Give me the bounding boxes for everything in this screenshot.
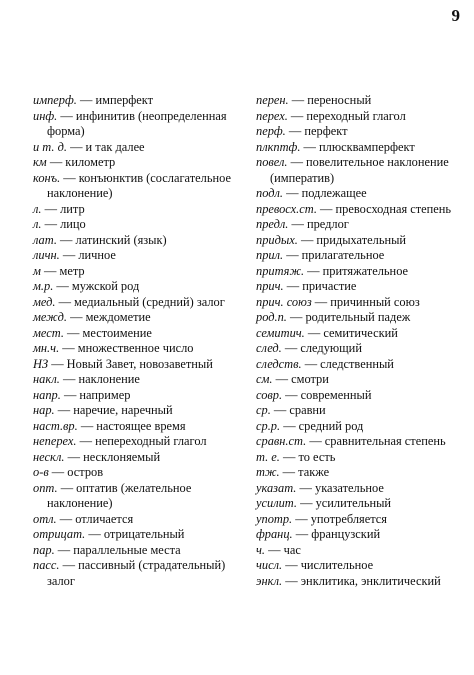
abbreviation-entry — [256, 202, 468, 218]
abbreviation-definition: — пассивный (страдательный) залог — [47, 558, 226, 588]
abbreviation-term: придых. — [256, 232, 298, 247]
abbreviation-entry — [256, 481, 468, 497]
abbreviation-entry — [33, 372, 243, 388]
abbreviation-definition: — семитический — [304, 325, 398, 340]
abbreviation-term: плкптф. — [256, 139, 301, 154]
page-number: 9 — [451, 6, 460, 25]
abbreviation-term: о-в — [33, 465, 49, 479]
abbreviation-term: м — [33, 263, 41, 278]
abbreviation-term: и т. д. — [33, 139, 67, 154]
abbreviation-entry — [33, 527, 243, 543]
abbreviation-definition: — настоящее время — [77, 418, 186, 433]
abbreviation-term: подл. — [256, 186, 283, 200]
abbreviation-entry — [33, 341, 243, 357]
abbreviation-entry — [33, 248, 243, 264]
abbreviation-entry — [256, 450, 468, 466]
abbreviation-definition: — например — [60, 387, 131, 402]
abbreviation-entry — [33, 450, 243, 466]
abbreviation-term: т. е. — [256, 449, 280, 464]
abbreviation-entry — [256, 217, 468, 233]
abbreviation-definition: — перфект — [285, 124, 348, 138]
abbreviation-term: семитич. — [256, 325, 305, 340]
abbreviation-entry — [256, 155, 468, 186]
abbreviation-entry — [256, 543, 468, 559]
abbreviation-definition: — подлежащее — [283, 186, 367, 200]
abbreviation-term: мест. — [33, 325, 64, 340]
abbreviation-definition: — час — [265, 542, 301, 557]
abbreviation-definition: — указательное — [296, 480, 384, 495]
abbreviation-entry — [33, 512, 243, 528]
abbreviation-entry — [256, 140, 468, 156]
abbreviation-entry — [33, 543, 243, 559]
abbreviation-entry — [33, 326, 243, 342]
abbreviation-entry — [256, 341, 468, 357]
abbreviation-term: перех. — [256, 108, 288, 123]
abbreviation-term: прич. союз — [256, 294, 312, 309]
abbreviation-term: притяж. — [256, 263, 305, 278]
abbreviation-term: прич. — [256, 279, 284, 293]
abbreviation-definition: — следующий — [281, 341, 362, 355]
abbreviation-entry — [33, 388, 243, 404]
abbreviation-definition: — километр — [46, 155, 116, 169]
abbreviation-term: нар. — [33, 403, 55, 417]
abbreviation-term: см. — [256, 372, 273, 386]
abbreviation-entry — [256, 388, 468, 404]
abbreviation-definition: — отличается — [56, 511, 134, 526]
abbreviation-definition: — лицо — [41, 217, 86, 231]
abbreviation-entry — [256, 403, 468, 419]
abbreviation-entry — [33, 434, 243, 450]
abbreviation-definition: — повелительное наклонение (императив) — [270, 155, 449, 185]
abbreviation-definition: — остров — [48, 465, 104, 479]
abbreviation-definition: — наречие, наречный — [54, 403, 173, 417]
abbreviation-definition: — энклитика, энклитический — [282, 573, 441, 588]
abbreviation-definition: — также — [279, 465, 330, 479]
abbreviation-entry — [256, 295, 468, 311]
abbreviation-definition: — усилительный — [297, 496, 392, 510]
abbreviation-definition: — имперфект — [76, 93, 154, 107]
abbreviation-entry — [256, 434, 468, 450]
abbreviation-entry — [256, 248, 468, 264]
abbreviation-entry — [33, 93, 243, 109]
abbreviation-term: усилит. — [256, 496, 297, 510]
abbreviation-definition: — французский — [292, 527, 381, 541]
abbreviation-definition: — сравни — [270, 403, 326, 417]
abbreviation-definition: — причинный союз — [311, 294, 420, 309]
abbreviation-term: мед. — [33, 294, 56, 309]
abbreviation-definition: — параллельные места — [54, 542, 181, 557]
abbreviation-definition: — то есть — [279, 449, 336, 464]
abbreviation-entry — [256, 310, 468, 326]
abbreviation-definition: — личное — [59, 248, 116, 262]
abbreviation-term: неперех. — [33, 434, 77, 448]
abbreviation-term: ср.р. — [256, 418, 281, 433]
abbreviation-term: перен. — [256, 93, 289, 107]
abbreviation-definition: — отрицательный — [85, 527, 185, 541]
abbreviation-entry — [33, 403, 243, 419]
abbreviation-term: совр. — [256, 387, 283, 402]
abbreviation-definition: — смотри — [272, 372, 329, 386]
abbreviation-term: нескл. — [33, 449, 65, 464]
abbreviation-term: употр. — [256, 511, 293, 526]
abbreviation-term: мн.ч. — [33, 341, 60, 355]
abbreviation-entry — [256, 326, 468, 342]
abbreviation-definition: — медиальный (средний) залог — [55, 294, 225, 309]
abbreviation-definition: — родительный падеж — [286, 310, 411, 324]
abbreviation-term: тж. — [256, 465, 280, 479]
abbreviation-term: указат. — [256, 480, 297, 495]
abbreviation-term: перф. — [256, 124, 286, 138]
abbreviation-entry — [256, 124, 468, 140]
abbreviation-term: повел. — [256, 155, 288, 169]
abbreviation-entry — [256, 574, 468, 590]
abbreviation-definition: — междометие — [67, 310, 151, 324]
abbreviation-entry — [33, 233, 243, 249]
abbreviation-term: опт. — [33, 480, 58, 495]
abbreviation-entry — [256, 372, 468, 388]
abbreviation-term: наст.вр. — [33, 418, 78, 433]
abbreviation-term: отрицат. — [33, 527, 86, 541]
abbreviation-definition: — конъюнктив (сослагательное наклонение) — [47, 170, 231, 200]
abbreviation-definition: — переходный глагол — [287, 108, 406, 123]
abbreviation-term: след. — [256, 341, 282, 355]
abbreviation-entry — [256, 93, 468, 109]
abbreviation-definition: — сравнительная степень — [306, 434, 446, 448]
abbreviation-entry — [33, 295, 243, 311]
abbreviation-entry — [33, 140, 243, 156]
abbreviation-entry — [33, 217, 243, 233]
abbreviation-term: м.р. — [33, 279, 54, 293]
abbreviation-definition: — мужской род — [53, 279, 140, 293]
abbreviation-term: сравн.ст. — [256, 434, 307, 448]
abbreviation-definition: — средний род — [280, 418, 364, 433]
abbreviation-entry — [33, 109, 243, 140]
abbreviation-definition: — переносный — [288, 93, 372, 107]
abbreviation-definition: — наклонение — [59, 372, 140, 386]
abbreviation-entry — [256, 233, 468, 249]
abbreviation-term: пар. — [33, 542, 55, 557]
abbreviation-entry — [33, 310, 243, 326]
abbreviation-term: личн. — [33, 248, 60, 262]
abbreviation-definition: — следственный — [301, 356, 394, 371]
abbreviation-term: км — [33, 155, 47, 169]
abbreviations-left-column — [33, 93, 243, 589]
abbreviation-term: лат. — [33, 232, 57, 247]
abbreviation-term: следств. — [256, 356, 302, 371]
abbreviation-term: межд. — [33, 310, 67, 324]
abbreviation-definition: — Новый Завет, новозаветный — [48, 356, 213, 371]
abbreviation-definition: — превосходная степень — [316, 201, 452, 216]
abbreviation-entry — [33, 419, 243, 435]
abbreviation-definition: — оптатив (желательное наклонение) — [47, 480, 192, 510]
abbreviation-entry — [33, 171, 243, 202]
abbreviation-term: род.п. — [256, 310, 287, 324]
abbreviation-entry — [256, 465, 468, 481]
abbreviation-term: ч. — [256, 542, 266, 557]
abbreviation-definition: — числительное — [282, 558, 374, 572]
abbreviation-definition: — прилагательное — [283, 248, 385, 262]
abbreviation-entry — [256, 264, 468, 280]
abbreviation-entry — [33, 202, 243, 218]
abbreviation-entry — [33, 357, 243, 373]
abbreviation-definition: — употребляется — [292, 511, 387, 526]
abbreviation-entry — [33, 155, 243, 171]
abbreviation-term: напр. — [33, 387, 61, 402]
abbreviation-definition: — множественное число — [59, 341, 194, 355]
abbreviation-term: инф. — [33, 108, 58, 123]
abbreviation-definition: — непереходный глагол — [76, 434, 207, 448]
abbreviation-entry — [256, 109, 468, 125]
abbreviation-entry — [256, 357, 468, 373]
abbreviation-term: ср. — [256, 403, 271, 417]
abbreviation-definition: — современный — [282, 387, 372, 402]
abbreviation-definition: — несклоняемый — [64, 449, 161, 464]
abbreviation-definition: — метр — [40, 263, 85, 278]
abbreviation-definition: — инфинитив (неопределенная форма) — [47, 108, 227, 138]
abbreviation-term: прил. — [256, 248, 284, 262]
abbreviation-definition: — притяжательное — [304, 263, 409, 278]
abbreviation-definition: — плюсквамперфект — [300, 139, 415, 154]
abbreviation-entry — [256, 419, 468, 435]
abbreviation-entry — [256, 186, 468, 202]
abbreviation-term: превосх.ст. — [256, 201, 317, 216]
abbreviation-term: л. — [33, 201, 42, 216]
abbreviation-definition: — литр — [41, 201, 85, 216]
abbreviation-term: л. — [33, 217, 42, 231]
abbreviation-term: конъ. — [33, 170, 61, 185]
abbreviation-entry — [33, 558, 243, 589]
abbreviation-entry — [33, 465, 243, 481]
abbreviation-entry — [33, 264, 243, 280]
abbreviation-definition: — местоимение — [63, 325, 152, 340]
abbreviation-term: пасс. — [33, 558, 60, 572]
abbreviation-entry — [256, 558, 468, 574]
abbreviation-entry — [256, 527, 468, 543]
abbreviation-entry — [256, 279, 468, 295]
abbreviation-term: энкл. — [256, 573, 283, 588]
abbreviation-term: франц. — [256, 527, 293, 541]
abbreviation-definition: — латинский (язык) — [56, 232, 167, 247]
abbreviation-term: имперф. — [33, 93, 77, 107]
abbreviation-entry — [256, 496, 468, 512]
abbreviation-entry — [33, 481, 243, 512]
abbreviation-term: числ. — [256, 558, 283, 572]
abbreviation-term: отл. — [33, 511, 57, 526]
abbreviation-term: НЗ — [33, 356, 49, 371]
abbreviations-right-column — [256, 93, 468, 589]
abbreviation-term: предл. — [256, 217, 289, 231]
abbreviation-definition: — и так далее — [66, 139, 145, 154]
abbreviation-definition: — причастие — [283, 279, 357, 293]
abbreviation-entry — [33, 279, 243, 295]
abbreviation-term: накл. — [33, 372, 60, 386]
abbreviation-definition: — предлог — [288, 217, 349, 231]
abbreviation-definition: — придыхательный — [297, 232, 407, 247]
abbreviation-entry — [256, 512, 468, 528]
